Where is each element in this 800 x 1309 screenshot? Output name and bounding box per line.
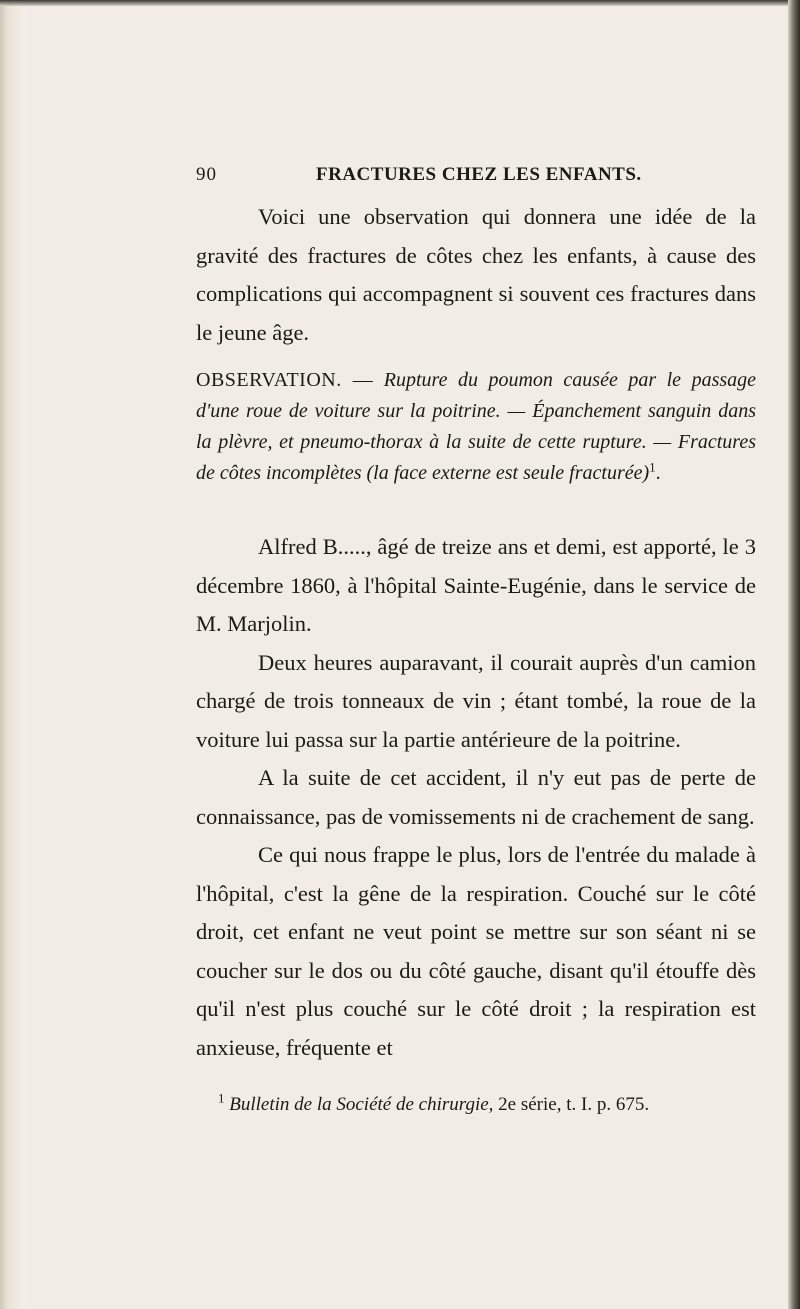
observation-heading xyxy=(196,365,756,489)
footnote-detail: 2e série, t. I. p. 675. xyxy=(493,1094,650,1115)
running-title: FRACTURES CHEZ LES ENFANTS. xyxy=(316,164,642,185)
body-paragraph-4: Ce qui nous frappe le plus, lors de l'entrée du malade à l'hôpital, c'est la gêne de la respiration. Couché sur le côté droit, cet enfant ne veut point se mettre sur son séant ni se coucher sur le dos ou du côté gauche, disant qu'il étouffe dès qu'il n'est plus couché sur le côté droit ; la respiration est anxieuse, fréquente et xyxy=(196,842,756,1060)
observation-title-end: . xyxy=(655,462,661,484)
body-paragraph-2: Deux heures auparavant, il courait auprès d'un camion chargé de trois tonneaux de vin ; étant tombé, la roue de la voiture lui passa sur la partie antérieure de la poitrine. xyxy=(196,649,756,752)
body-paragraph-1: Alfred B....., âgé de treize ans et demi, est apporté, le 3 décembre 1860, à l'hôpital Sainte-Eugénie, dans le service de M. Marjolin. xyxy=(196,534,756,636)
observation-label: OBSERVATION. — xyxy=(196,369,374,391)
body-paragraph-3: A la suite de cet accident, il n'y eut pas de perte de connaissance, pas de vomissements ni de crachement de sang. xyxy=(196,765,756,829)
footnote-marker: 1 xyxy=(218,1090,225,1106)
footnote-source: Bulletin de la Société de chirurgie, xyxy=(229,1094,494,1115)
observation-body xyxy=(196,528,756,1067)
page-number: 90 xyxy=(196,164,217,185)
footnote xyxy=(218,1092,778,1118)
intro-paragraph: Voici une observation qui donnera une idée de la gravité des fractures de côtes chez les enfants, à cause des complications qui accompagnent si souvent ces fractures dans le jeune âge. xyxy=(196,204,756,345)
footnote-ref: 1 xyxy=(649,459,656,475)
observation-title: Rupture du poumon causée par le passage d'une roue de voiture sur la poitrine. — Épanchement sanguin dans la plèvre, et pneumo-thorax à la suite de cette rupture. — Fractures de côtes incomplètes (la face externe est seule fracturée) xyxy=(196,369,757,484)
